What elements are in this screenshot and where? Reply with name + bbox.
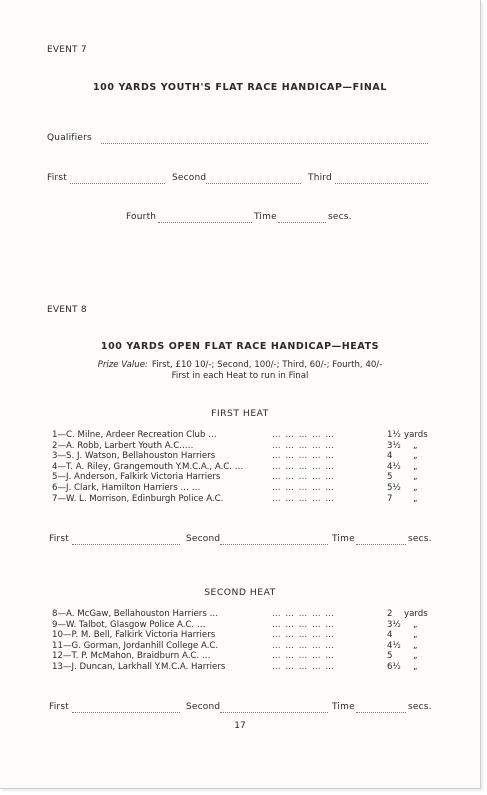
prize-value-label: Prize Value: [97,360,148,370]
handicap-value: 4 [387,630,393,641]
entry-row [52,651,432,662]
handicap-unit: yards [404,609,428,619]
competitor-name: 12—T. P. McMahon, Braidburn A.C. … [52,651,211,662]
heat2-second-label: Second [186,702,221,712]
leader-dots: … … … … … [272,461,335,472]
handicap-value: 5½ [387,483,401,493]
competitor-name: 10—P. M. Bell, Falkirk Victoria Harriers [52,630,216,641]
event7-third-line [335,175,428,184]
handicap-unit: „ [413,461,418,472]
event7-second-label: Second [172,173,207,183]
handicap-value: 3½ [387,619,401,630]
competitor-name: 8—A. McGaw, Bellahouston Harriers … [52,609,219,619]
handicap-value: 5 [387,651,393,662]
heat2-time-line [356,704,406,713]
entry-row [52,630,432,641]
event7-qualifiers-line [101,135,428,144]
handicap-unit: „ [413,483,418,493]
leader-dots: … … … … … [272,430,335,440]
entry-row [52,441,432,452]
event8-prize-line [0,360,480,370]
event7-first-label: First [47,173,67,183]
handicap-unit: „ [413,493,418,504]
leader-dots: … … … … … [272,651,335,662]
handicap-value: 4 [387,451,393,462]
page-number: 17 [234,721,246,731]
entry-row [52,662,432,673]
handicap-unit: „ [413,440,418,451]
leader-dots: … … … … … [272,609,335,619]
leader-dots: … … … … … [272,472,335,483]
handicap-value: 6½ [387,662,401,672]
event7-time-line [278,214,326,223]
event7-second-line [206,175,301,184]
heat2-time-label: Time [332,702,355,712]
heat1-second-label: Second [186,534,221,544]
first-heat-title: FIRST HEAT [211,408,269,419]
entry-row [52,641,432,652]
entry-row [52,451,432,462]
event8-label: EVENT 8 [47,305,87,315]
handicap-unit: „ [413,630,418,641]
heat1-second-line [220,536,328,545]
second-heat-title: SECOND HEAT [204,587,276,598]
prize-value-text: First, £10 10/-; Second, 100/-; Third, 60/-; Fourth, 40/- [151,360,383,370]
handicap-unit: „ [413,662,418,672]
event7-fourth-label: Fourth [126,212,157,222]
entry-row [52,494,432,505]
event7-fourth-line [158,214,252,223]
handicap-value: 4½ [387,640,401,651]
heat1-secs-label: secs. [408,534,432,544]
handicap-value: 2 [387,609,393,619]
competitor-name: 1—C. Milne, Ardeer Recreation Club … [52,430,217,440]
competitor-name: 13—J. Duncan, Larkhall Y.M.C.A. Harriers [52,662,226,672]
handicap-unit: „ [413,640,418,651]
event7-secs-label: secs. [328,212,352,222]
entry-row [52,483,432,494]
event7-qualifiers-label: Qualifiers [47,133,92,143]
entry-row [52,430,432,441]
handicap-value: 3½ [387,440,401,451]
leader-dots: … … … … … [272,440,335,451]
heat1-time-line [356,536,406,545]
competitor-name: 11—G. Gorman, Jordanhill College A.C. [52,640,219,651]
handicap-value: 5 [387,472,393,483]
event7-time-label: Time [254,212,277,222]
competitor-name: 4—T. A. Riley, Grangemouth Y.M.C.A., A.C. … [52,461,244,472]
heat2-first-line [72,704,180,713]
competitor-name: 6—J. Clark, Hamilton Harriers … … [52,483,201,493]
handicap-value: 4½ [387,461,401,472]
competitor-name: 9—W. Talbot, Glasgow Police A.C. … [52,619,206,630]
leader-dots: … … … … … [272,619,335,630]
leader-dots: … … … … … [272,640,335,651]
event7-label: EVENT 7 [47,45,87,55]
event8-prize-note: First in each Heat to run in Final [171,371,309,381]
competitor-name: 5—J. Anderson, Falkirk Victoria Harriers [52,472,221,483]
handicap-unit: „ [413,651,418,662]
entry-row [52,609,432,620]
leader-dots: … … … … … [272,662,335,672]
handicap-value: 1½ [387,430,401,440]
competitor-name: 2—A. Robb, Larbert Youth A.C.…. [52,440,194,451]
competitor-name: 3—S. J. Watson, Bellahouston Harriers [52,451,216,462]
entry-row [52,620,432,631]
heat2-first-label: First [49,702,69,712]
event8-title: 100 YARDS OPEN FLAT RACE HANDICAP—HEATS [100,341,380,352]
event7-first-line [70,175,165,184]
heat1-first-line [72,536,180,545]
event7-third-label: Third [308,173,332,183]
heat2-second-line [220,704,328,713]
entry-row [52,462,432,473]
heat2-secs-label: secs. [408,702,432,712]
competitor-name: 7—W. L. Morrison, Edinburgh Police A.C. [52,493,224,504]
handicap-value: 7 [387,493,393,504]
entry-row [52,472,432,483]
handicap-unit: yards [404,430,428,440]
heat1-first-label: First [49,534,69,544]
leader-dots: … … … … … [272,483,335,493]
heat1-time-label: Time [332,534,355,544]
handicap-unit: „ [413,619,418,630]
handicap-unit: „ [413,472,418,483]
leader-dots: … … … … … [272,451,335,462]
leader-dots: … … … … … [272,493,335,504]
handicap-unit: „ [413,451,418,462]
event7-title: 100 YARDS YOUTH'S FLAT RACE HANDICAP—FINAL [92,82,388,93]
leader-dots: … … … … … [272,630,335,641]
